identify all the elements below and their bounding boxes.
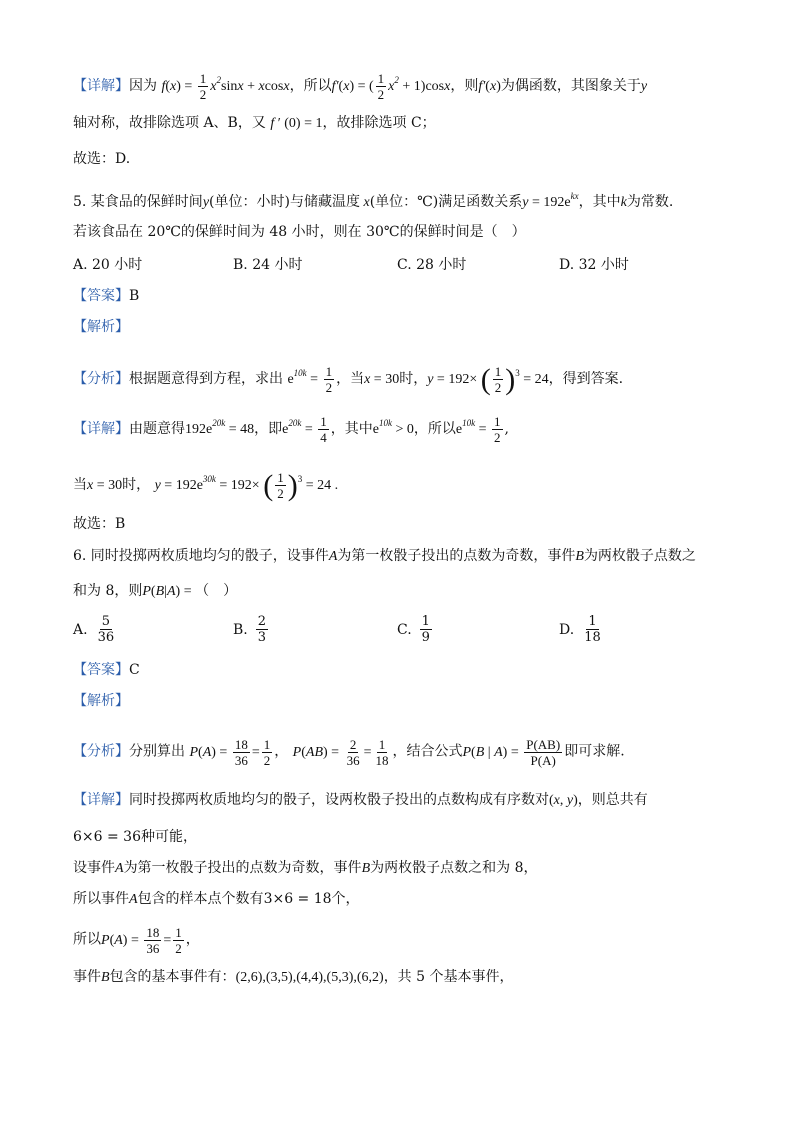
- q6-option-d: D. $\frac{1}{18}$: [559, 614, 601, 645]
- q6-detail-line6: 事件B包含的基本事件有：(2,6),(3,5),(4,4),(5,3),(6,2)，共 5 个基本事件，: [73, 969, 514, 985]
- q5-detail-line1: 【详解】由题意得$192e^{20k} = 48$，即$e^{20k}$ = $\frac{1}{4}$ ，其中$e^{10k} > 0$，所以$e^{10k}$ = $\frac{1}{2}$ ,: [73, 414, 509, 446]
- q5-option-a: A. 20 小时: [73, 257, 143, 273]
- formula: $y = 192e^{30k} = 192\times$ ( $\frac{1}{2}$ )$^3$ = 24 .: [154, 468, 339, 502]
- q6-answer: 【答案】C: [73, 662, 140, 678]
- q6-detail-line4: 所以事件A包含的样本点个数有3×6 = 18个，: [73, 891, 360, 907]
- formula: f ′ (0) = 1: [270, 116, 323, 131]
- q5-conclusion: 故选：B: [73, 516, 126, 532]
- q6-option-b: B. $\frac{2}{3}$: [233, 614, 267, 645]
- answer-label: 【答案】: [73, 662, 129, 678]
- q5-analysis-label: 【解析】: [73, 319, 129, 335]
- q6-detail-line1: 【详解】同时投掷两枚质地均匀的骰子，设两枚骰子投出的点数构成有序数对(x, y)，则总共有: [73, 792, 648, 808]
- formula: P(A) = $\frac{18}{36}$ = $\frac{1}{2}$: [101, 925, 182, 956]
- formula: $e^{10k}$ = $\frac{1}{2}$: [455, 414, 501, 446]
- q6-stem-line1: 6. 同时投掷两枚质地均匀的骰子，设事件A为第一枚骰子投出的点数为奇数，事件B为两枚骰子点数之: [73, 548, 696, 564]
- q6-fenxi: 【分析】分别算出 P(A) = $\frac{18}{36}$ = $\frac{1}{2}$ ， P(AB) = $\frac{2}{36}$ = $\frac{1}{18}$ ，结合公式P(B | A) = $\frac{P(AB)}{P(A)}$ 即可求解.: [73, 737, 625, 768]
- formula: f′(x): [478, 79, 501, 94]
- q5-detail-line2: 当x = 30时， $y = 192e^{30k} = 192\times$ ( $\frac{1}{2}$ )$^3$ = 24 .: [73, 468, 339, 502]
- formula: P(B|A) =: [142, 584, 196, 599]
- q5-answer: 【答案】B: [73, 288, 140, 304]
- q5-option-b: B. 24 小时: [233, 257, 303, 273]
- formula: $e^{20k}$ = $\frac{1}{4}$: [282, 414, 327, 446]
- formula: f′(x) = ( $\frac{1}{2}$ $x^2 + 1)\cos x$: [331, 71, 451, 103]
- q4-detail-line1: 【详解】因为 f(x) = $\frac{1}{2}$ $x^2\sin x + xcosx$，所以f′(x) = ( $\frac{1}{2}$ $x^2 + 1)\cos x$，则f′(x)为偶函数，其图象关于y: [73, 71, 648, 103]
- formula: P(A) = $\frac{18}{36}$ = $\frac{1}{2}$: [189, 737, 271, 768]
- q5-stem-line1: 5. 某食品的保鲜时间y(单位：小时)与储藏温度 x(单位：℃)满足函数关系$y = 192e^{kx}$，其中k为常数.: [73, 191, 674, 210]
- q6-detail-line2: 6×6 = 36种可能，: [73, 829, 197, 845]
- formula: P(AB) = $\frac{2}{36}$ = $\frac{1}{18}$: [292, 737, 389, 768]
- q6-detail-line3: 设事件A为第一枚骰子投出的点数为奇数，事件B为两枚骰子点数之和为 8，: [73, 860, 538, 876]
- formula: $192e^{20k} = 48$: [185, 418, 255, 437]
- formula: $e^{10k}$ = $\frac{1}{2}$: [287, 364, 333, 396]
- q5-option-c: C. 28 小时: [397, 257, 467, 273]
- q4-conclusion: 故选：D.: [73, 151, 131, 167]
- formula: f(x) = $\frac{1}{2}$ $x^2\sin x + xcosx$: [161, 71, 290, 103]
- answer-label: 【答案】: [73, 288, 129, 304]
- q5-stem-line2: 若该食品在 20℃的保鲜时间为 48 小时，则在 30℃的保鲜时间是（ ）: [73, 224, 526, 240]
- q6-analysis-label: 【解析】: [73, 693, 129, 709]
- q6-detail-line5: 所以P(A) = $\frac{18}{36}$ = $\frac{1}{2}$ ，: [73, 925, 200, 956]
- formula: $y = 192e^{kx}$: [522, 191, 579, 210]
- q6-option-a: A. $\frac{5}{36}$: [73, 614, 115, 645]
- formula: $e^{10k} > 0$: [372, 418, 414, 437]
- formula: P(B | A) = $\frac{P(AB)}{P(A)}$: [462, 737, 561, 768]
- detail-label: 【详解】: [73, 78, 129, 94]
- q6-stem-line2: 和为 8，则P(B|A) = （ ）: [73, 583, 238, 599]
- q4-detail-line2: 轴对称，故排除选项 A、B，又 f ′ (0) = 1，故排除选项 C；: [73, 115, 436, 131]
- q5-fenxi: 【分析】根据题意得到方程，求出 $e^{10k}$ = $\frac{1}{2}$ ，当x = 30时，y = 192× ( $\frac{1}{2}$ )$^3$ = 24，得到答案.: [73, 362, 624, 396]
- q6-option-c: C. $\frac{1}{9}$: [397, 614, 430, 645]
- q5-option-d: D. 32 小时: [559, 257, 629, 273]
- formula: y = 192× ( $\frac{1}{2}$ )$^3$ = 24: [427, 362, 549, 396]
